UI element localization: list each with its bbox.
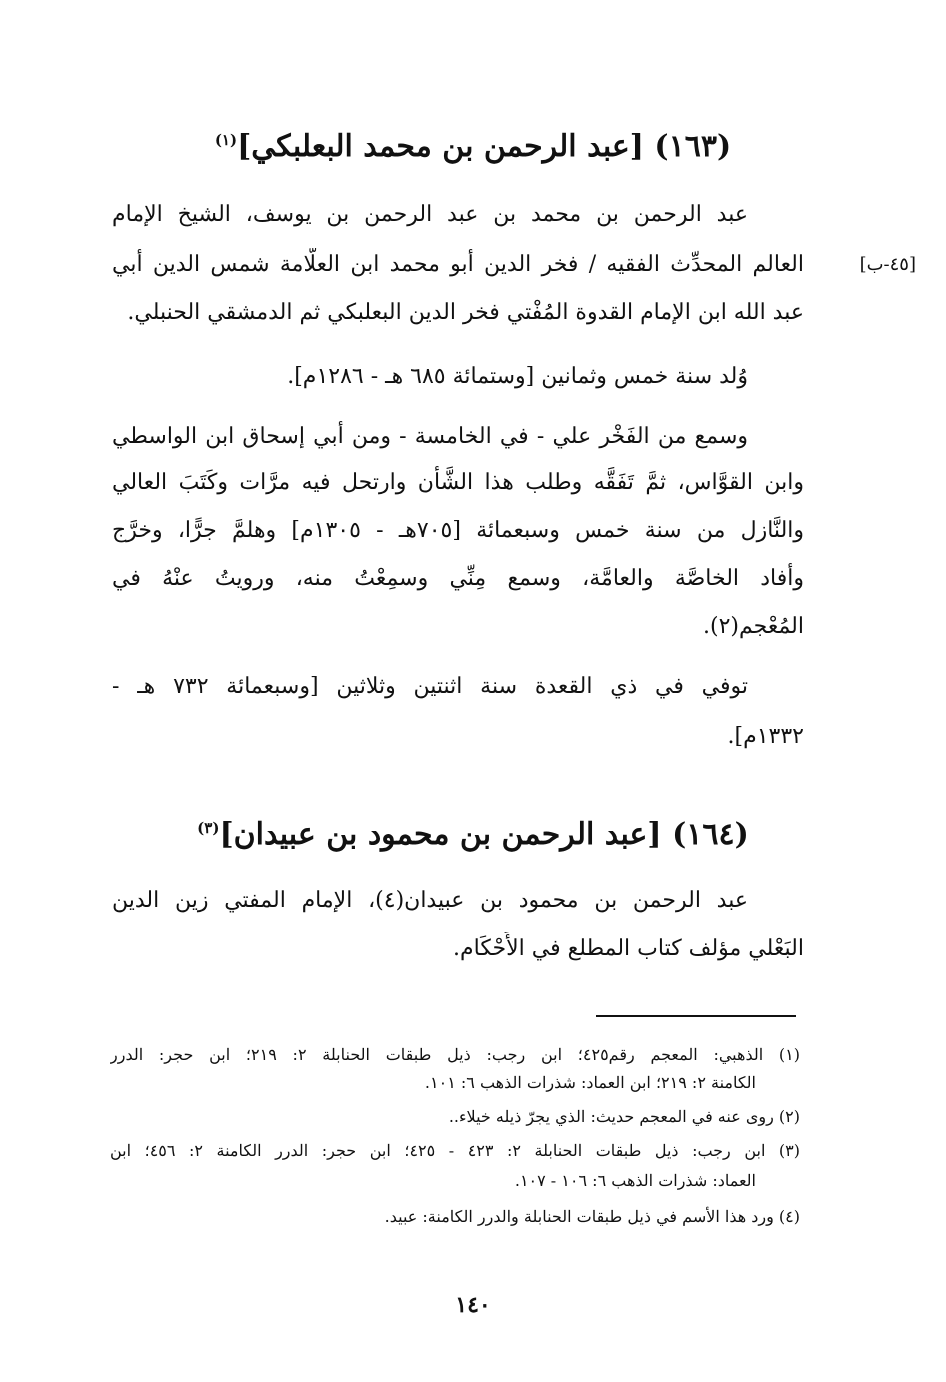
body-line: المُعْجم(٢). — [703, 614, 804, 639]
footnote-line: (١) الذهبي: المعجم رقم٤٢٥؛ ابن رجب: ذيل طبقات الحنابلة ٢: ٢١٩؛ ابن حجر: الدرر — [110, 1045, 800, 1064]
body-line: البَعْلي مؤلف كتاب المطلع في الأَحْكَام. — [453, 936, 804, 961]
body-line: وابن القوَّاس، ثمَّ تَفَقَّه وطلب هذا الشَّأن وارتحل فيه مرَّات وكَتَبَ العالي — [112, 470, 804, 495]
footnote-line: الكامنة ٢: ٢١٩؛ ابن العماد: شذرات الذهب ٦: ١٠١. — [424, 1073, 756, 1092]
footnote-separator — [596, 1015, 796, 1017]
body-line: ١٣٣٢م]. — [727, 724, 804, 749]
body-line: وأفاد الخاصَّة والعامَّة، وسمع مِنِّي وسمِعْتُ منه، ورويتُ عنْهُ في — [112, 566, 804, 591]
entry-163-heading-note: (١) — [214, 131, 238, 149]
body-line: والنَّازل من سنة خمس وسبعمائة [٧٠٥هـ - ١٣٠٥م] وهلمَّ جرًّا، وخرَّج — [112, 518, 804, 543]
entry-163-heading-text: (١٦٣) [عبد الرحمن بن محمد البعلبكي] — [237, 129, 732, 164]
body-line: العالم المحدِّث الفقيه / فخر الدين أبو محمد ابن العلّامة شمس الدين أبي — [112, 252, 804, 277]
body-line: عبد الرحمن بن محمد بن عبد الرحمن بن يوسف، الشيخ الإمام — [112, 202, 748, 227]
footnote-line: (٣) ابن رجب: ذيل طبقات الحنابلة ٢: ٤٢٣ - ٤٢٥؛ ابن حجر: الدرر الكامنة ٢: ٤٥٦؛ ابن — [110, 1141, 800, 1160]
body-line: توفي في ذي القعدة سنة اثنتين وثلاثين [وسبعمائة ٧٣٢ هـ - — [112, 674, 749, 699]
footnote-line: (٤) ورد هذا الأسم في ذيل طبقات الحنابلة والدرر الكامنة: عبيد. — [384, 1207, 800, 1226]
entry-164-heading-text: (١٦٤) [عبد الرحمن بن محمود بن عبيدان] — [219, 817, 749, 852]
body-line: عبد الرحمن بن محمود بن عبيدان(٤)، الإمام المفتي زين الدين — [112, 888, 748, 913]
marginal-folio-note: [٤٥-ب] — [859, 254, 916, 275]
entry-164-heading-note: (٣) — [197, 819, 220, 837]
body-line: وسمع من الفَخْر علي - في الخامسة - ومن أبي إسحاق ابن الواسطي — [112, 424, 748, 449]
body-line: عبد الله ابن الإمام القدوة المُفْتي فخر الدين البعلبكي ثم الدمشقي الحنبلي. — [127, 300, 804, 325]
page-number: ١٤٠ — [455, 1292, 491, 1318]
footnote-line: (٢) روى عنه في المعجم حديث: الذي يجرّ ذيله خيلاء.. — [448, 1107, 800, 1126]
entry-164-heading — [110, 808, 836, 855]
footnote-line: العماد: شذرات الذهب ٦: ١٠٦ - ١٠٧. — [514, 1171, 756, 1190]
body-line: وُلد سنة خمس وثمانين [وستمائة ٦٨٥ هـ - ١٢٨٦م]. — [287, 364, 748, 389]
entry-163-heading — [110, 120, 836, 167]
